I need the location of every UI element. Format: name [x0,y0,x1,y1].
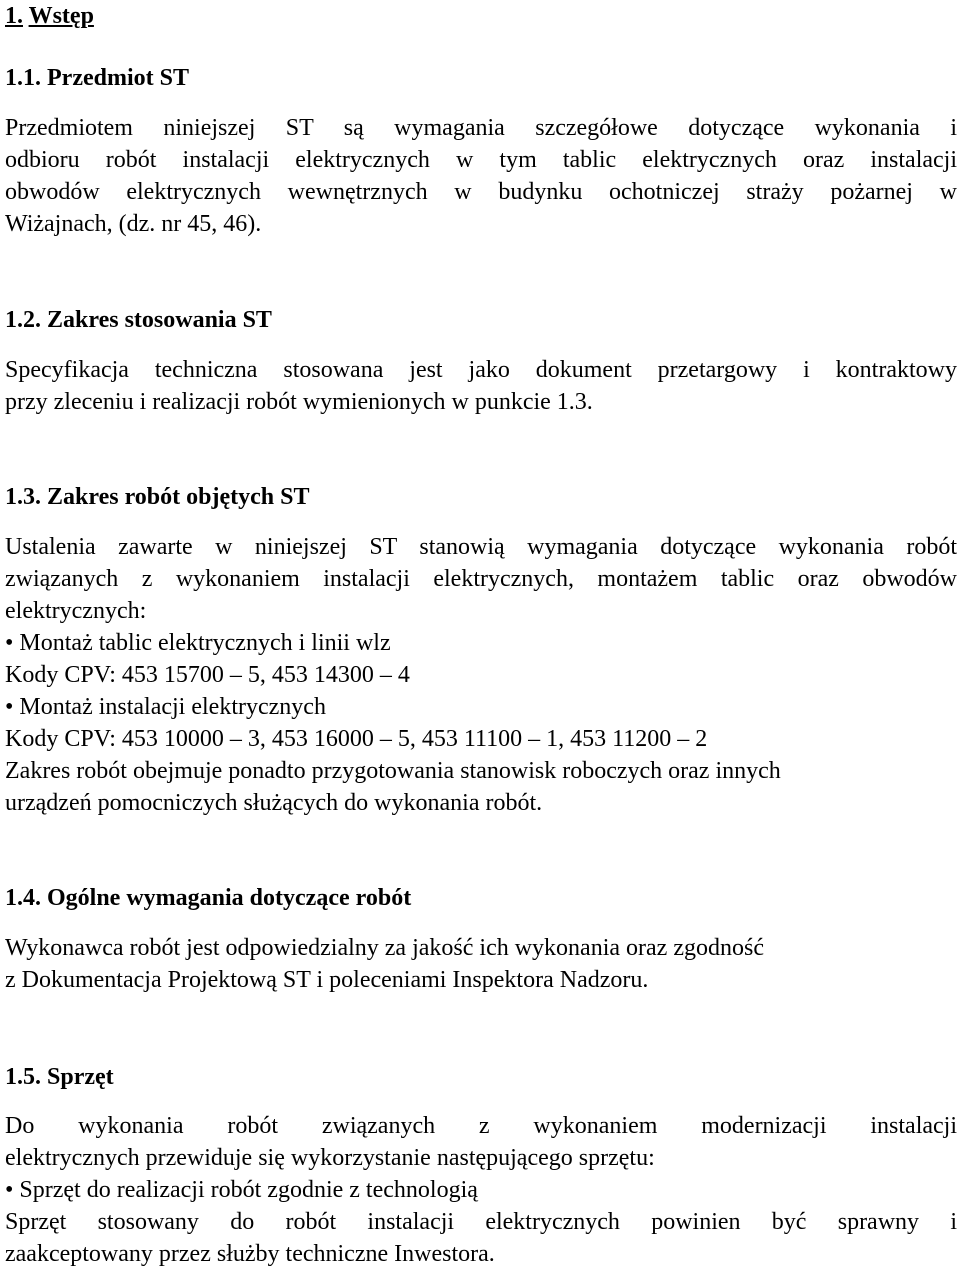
chapter-number: 1. [5,3,23,29]
paragraph-line: związanych z wykonaniem instalacji elektrycznych, montażem tablic oraz obwodów [5,566,957,592]
paragraph-line: zaakceptowany przez służby techniczne Inwestora. [5,1241,495,1267]
bullet-item: • Montaż instalacji elektrycznych [5,694,326,720]
paragraph-line: przy zleceniu i realizacji robót wymienionych w punkcie 1.3. [5,389,593,415]
paragraph-line: Ustalenia zawarte w niniejszej ST stanowią wymagania dotyczące wykonania robót [5,534,957,560]
section-paragraph [5,1110,957,1270]
chapter-title: Wstęp [28,3,94,29]
section-paragraph [5,354,957,418]
section-heading [5,481,309,513]
paragraph-line: z Dokumentacja Projektową ST i poleceniami Inspektora Nadzoru. [5,967,649,993]
section-number: 1.4. [5,885,41,911]
paragraph-line: odbioru robót instalacji elektrycznych w tym tablic elektrycznych oraz instalacji [5,147,957,173]
paragraph-line: Wiżajnach, (dz. nr 45, 46). [5,211,262,237]
section-title: Zakres stosowania ST [47,307,272,333]
cpv-codes: Kody CPV: 453 10000 – 3, 453 16000 – 5, 453 11100 – 1, 453 11200 – 2 [5,726,708,752]
section-heading [5,1061,114,1093]
section-title: Ogólne wymagania dotyczące robót [47,885,412,911]
section-number: 1.2. [5,307,41,333]
section-title: Przedmiot ST [47,65,189,91]
section-number: 1.5. [5,1064,41,1090]
paragraph-line: Zakres robót obejmuje ponadto przygotowania stanowisk roboczych oraz innych [5,758,781,784]
section-title: Sprzęt [47,1064,114,1090]
paragraph-line: obwodów elektrycznych wewnętrznych w budynku ochotniczej straży pożarnej w [5,179,957,205]
paragraph-line: Wykonawca robót jest odpowiedzialny za jakość ich wykonania oraz zgodność [5,935,764,961]
paragraph-line: Specyfikacja techniczna stosowana jest jako dokument przetargowy i kontraktowy [5,357,957,383]
section-heading [5,62,189,94]
paragraph-line: Przedmiotem niniejszej ST są wymagania szczegółowe dotyczące wykonania i [5,115,957,141]
section-number: 1.3. [5,484,41,510]
section-heading [5,304,272,336]
section-paragraph [5,531,957,819]
paragraph-line: Sprzęt stosowany do robót instalacji elektrycznych powinien być sprawny i [5,1209,957,1235]
section-paragraph [5,112,957,240]
section-number: 1.1. [5,65,41,91]
paragraph-line: elektrycznych przewiduje się wykorzystanie następującego sprzętu: [5,1145,655,1171]
section-title: Zakres robót objętych ST [47,484,310,510]
paragraph-line: urządzeń pomocniczych służących do wykonania robót. [5,790,543,816]
chapter-heading [5,0,94,32]
paragraph-line: elektrycznych: [5,598,147,624]
bullet-item: • Sprzęt do realizacji robót zgodnie z technologią [5,1177,478,1203]
section-heading [5,882,411,914]
section-paragraph [5,932,957,996]
bullet-item: • Montaż tablic elektrycznych i linii wlz [5,630,391,656]
paragraph-line: Do wykonania robót związanych z wykonaniem modernizacji instalacji [5,1113,957,1139]
cpv-codes: Kody CPV: 453 15700 – 5, 453 14300 – 4 [5,662,410,688]
